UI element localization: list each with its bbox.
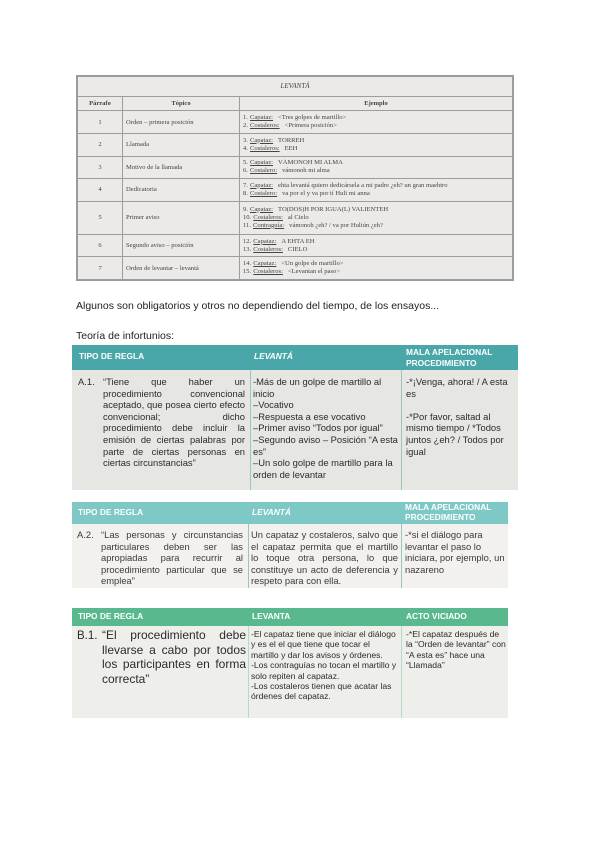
rule-box-a1 <box>72 345 518 490</box>
line-number: 8. <box>243 189 248 197</box>
example-line <box>243 214 509 222</box>
example-line <box>243 137 509 145</box>
header-acto-viciado: ACTO VICIADO <box>406 611 467 621</box>
line-number: 10. <box>243 213 252 221</box>
paragraph-theory: Teoría de infortunios: <box>76 330 175 342</box>
line-text: <Primera posición> <box>284 122 337 130</box>
example-line <box>243 167 509 175</box>
paragraph-number: 5 <box>78 201 123 234</box>
header-levanta: LEVANTÁ <box>254 351 293 361</box>
paragraph-number: 4 <box>78 179 123 202</box>
col-header-topico: Tópico <box>123 96 240 111</box>
example-cell <box>240 257 513 280</box>
speaker-label: Costaleros: <box>253 245 283 253</box>
example-line <box>243 238 509 246</box>
speaker-label: Costalero: <box>249 167 278 175</box>
line-number: 12. <box>243 237 252 245</box>
rule-text: “Las personas y circunstancias particulares deben ser las apropiadas para recurrir al procedimiento particular que se emplea” <box>101 529 243 587</box>
topic-cell: Dedicatoria <box>123 179 240 202</box>
topic-cell: Motivo de la llamada <box>123 156 240 179</box>
example-line <box>243 260 509 268</box>
table-row <box>78 257 513 280</box>
levanta-dialogue-table <box>76 75 514 281</box>
line-number: 1. <box>243 114 248 122</box>
speaker-label: Costaleros: <box>253 213 283 221</box>
paragraph-number: 3 <box>78 156 123 179</box>
line-number: 5. <box>243 159 248 167</box>
speaker-label: Costalero: <box>249 189 278 197</box>
line-text: ehta levantá quiero dedicársela a mi padre ¿eh? un gran maehtro <box>278 181 448 189</box>
rule-box-header <box>72 345 518 370</box>
line-number: 2. <box>243 122 248 130</box>
paragraph-number: 6 <box>78 234 123 257</box>
acto-viciado-text: -*El capataz después de la “Orden de levantar” con “A esta es” hace una “Llamada” <box>406 629 506 671</box>
speaker-label: Costaleros: <box>253 268 283 276</box>
line-text: CIELO <box>287 245 308 253</box>
speaker-label: Capataz: <box>249 114 274 122</box>
table-row <box>78 156 513 179</box>
header-tipo-de-regla: TIPO DE REGLA <box>78 611 144 621</box>
col-header-ejemplo: Ejemplo <box>240 96 513 111</box>
example-line <box>243 159 509 167</box>
line-text: <Tres golpes de martillo> <box>278 114 347 122</box>
header-mala-apelacional: MALA APELACIONAL PROCEDIMIENTO <box>405 502 492 522</box>
line-number: 3. <box>243 136 248 144</box>
line-text: <Un golpe de martillo> <box>281 260 344 268</box>
rule-id: A.1. <box>78 376 95 387</box>
line-number: 15. <box>243 268 252 276</box>
rule-text: “El procedimiento debe llevarse a cabo por todos los participantes en forma correcta” <box>102 628 246 686</box>
table-row <box>78 134 513 157</box>
example-cell <box>240 201 513 234</box>
example-cell <box>240 234 513 257</box>
example-line <box>243 182 509 190</box>
line-text: vámonoh mi alma <box>282 167 330 175</box>
table-title: LEVANTÁ <box>78 77 513 97</box>
topic-cell: Llamada <box>123 134 240 157</box>
topic-cell: Segundo aviso – posición <box>123 234 240 257</box>
speaker-label: Capataz: <box>249 136 274 144</box>
paragraph-number: 7 <box>78 257 123 280</box>
line-text: TO(DOS)H POR IGUA(L) VALIENTEH <box>278 205 389 213</box>
example-line <box>243 246 509 254</box>
header-levanta: LEVANTÁ <box>252 507 291 517</box>
levanta-text: -Más de un golpe de martillo al inicio –Vocativo –Respuesta a ese vocativo –Primer aviso “Todos por igual” –Segundo aviso – Posición “A esta es” –Un solo golpe de martillo para la orden de levantar <box>253 376 398 480</box>
example-cell <box>240 134 513 157</box>
paragraph-number: 1 <box>78 111 123 134</box>
example-line <box>243 122 509 130</box>
example-line <box>243 114 509 122</box>
topic-cell: Orden de levantar – levantá <box>123 257 240 280</box>
example-cell <box>240 156 513 179</box>
speaker-label: Capataz: <box>253 260 277 268</box>
speaker-label: Costaleros: <box>249 144 280 152</box>
table-row <box>78 111 513 134</box>
topic-cell: Primer aviso <box>123 201 240 234</box>
speaker-label: Contraguía: <box>253 221 285 229</box>
example-line <box>243 145 509 153</box>
rule-text: “Tiene que haber un procedimiento convencional aceptado, que posea cierto efecto convencional; dicho procedimiento debe incluir la emisión de ciertas palabras por parte de ciertas personas en ciertas circunstancias” <box>103 376 245 469</box>
header-levanta: LEVANTA <box>252 611 291 621</box>
line-number: 13. <box>243 245 252 253</box>
speaker-label: Capataz: <box>249 181 274 189</box>
rule-id: A.2. <box>77 529 94 540</box>
line-number: 11. <box>243 221 251 229</box>
line-text: va por el y va por tí Huli mi anna <box>282 189 370 197</box>
line-text: VÁMONOH MI ALMA <box>278 159 343 167</box>
speaker-label: Capataz: <box>249 205 274 213</box>
line-number: 4. <box>243 144 248 152</box>
line-number: 9. <box>243 205 248 213</box>
example-line <box>243 190 509 198</box>
paragraph-number: 2 <box>78 134 123 157</box>
speaker-label: Costaleros: <box>249 122 280 130</box>
topic-cell: Orden – primera posición <box>123 111 240 134</box>
paragraph-intro: Algunos son obligatorios y otros no dependiendo del tiempo, de los ensayos... <box>76 300 440 312</box>
example-line <box>243 268 509 276</box>
speaker-label: Capataz: <box>249 159 274 167</box>
line-text: <Levantan el paso> <box>287 268 341 276</box>
header-mala-apelacional: MALA APELACIONAL PROCEDIMIENTO <box>406 347 493 368</box>
line-text: EEH <box>284 144 298 152</box>
mala-apelacional-text: -*si el diálogo para levantar el paso lo iniciara, por ejemplo, un nazareno <box>405 529 505 575</box>
line-text: TORREH <box>278 136 305 144</box>
header-tipo-de-regla: TIPO DE REGLA <box>78 507 144 517</box>
line-number: 7. <box>243 181 248 189</box>
example-line <box>243 206 509 214</box>
line-number: 14. <box>243 260 252 268</box>
rule-box-header <box>72 608 508 626</box>
rule-id: B.1. <box>77 630 98 642</box>
rule-box-a2 <box>72 502 508 588</box>
table-row <box>78 201 513 234</box>
line-text: vámonoh ¿eh? / va por Huliún ¿eh? <box>289 221 383 229</box>
example-cell <box>240 179 513 202</box>
line-number: 6. <box>243 167 248 175</box>
line-text: A EHTA EH <box>281 237 315 245</box>
levanta-text: Un capataz y costaleros, salvo que el capataz permita que el martillo lo toque otra persona, lo que constituye un acto de deferencia y respeto para con ella. <box>251 529 398 587</box>
example-cell <box>240 111 513 134</box>
table-row <box>78 234 513 257</box>
rule-box-header <box>72 502 508 524</box>
mala-apelacional-text: -*¡Venga, ahora! / A esta es -*Por favor, saltad al mismo tiempo / *Todos juntos ¿eh? / Todos por igual <box>406 376 508 457</box>
speaker-label: Capataz: <box>253 237 277 245</box>
table-row <box>78 179 513 202</box>
col-header-parrafo: Párrafo <box>78 96 123 111</box>
example-line <box>243 222 509 230</box>
header-tipo-de-regla: TIPO DE REGLA <box>79 351 145 361</box>
levanta-text: -El capataz tiene que iniciar el diálogo y es el el que tiene que tocar el martillo y dar los avisos y órdenes. -Los contraguías no tocan el martillo y solo repiten al capataz. -Los costaleros tienen que acatar las órdenes del capataz. <box>251 629 397 702</box>
rule-box-b1 <box>72 608 508 718</box>
line-text: al Cielo <box>287 213 309 221</box>
